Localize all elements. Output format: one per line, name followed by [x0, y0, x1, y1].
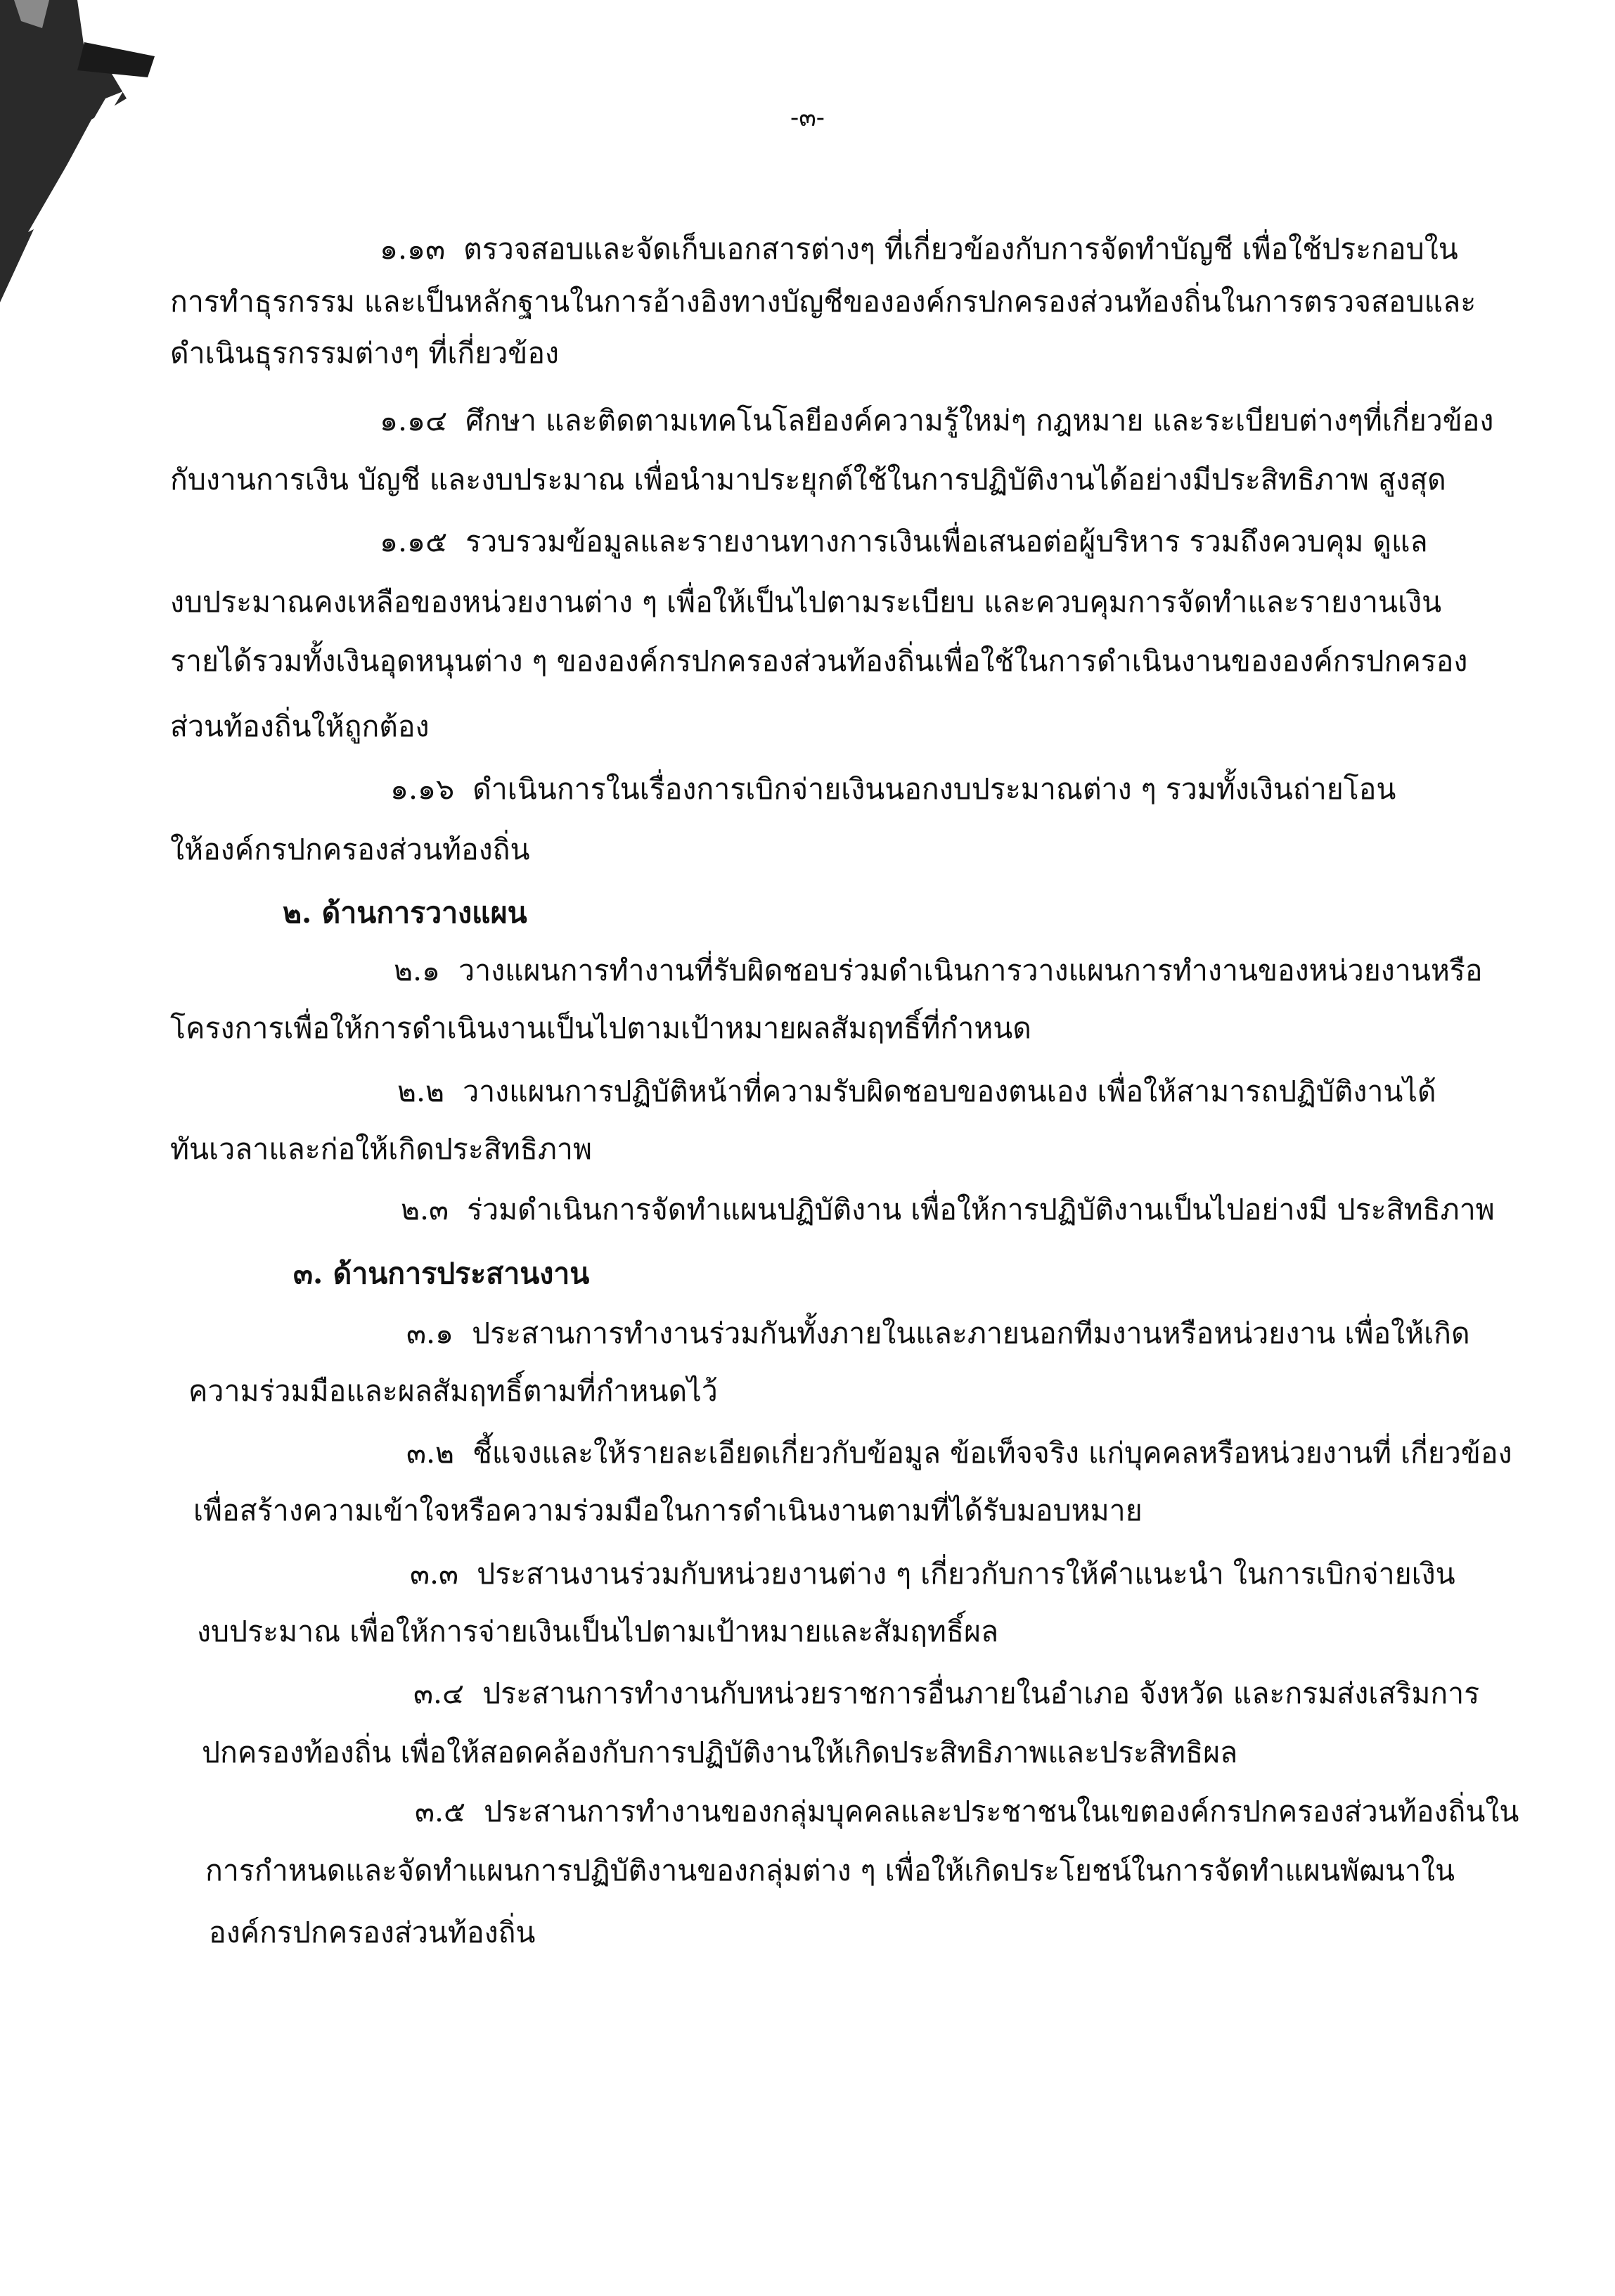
item-text: ดำเนินการในเรื่องการเบิกจ่ายเงินนอกงบประมาณต่าง ๆ รวมทั้งเงินถ่ายโอน — [472, 772, 1396, 806]
item-1-13-line-2: การทำธุรกรรม และเป็นหลักฐานในการอ้างอิงทางบัญชีขององค์กรปกครองส่วนท้องถิ่นในการตรวจสอบและ — [170, 285, 1476, 319]
item-number: ๑.๑๖ — [390, 772, 455, 806]
item-1-14-line-2: กับงานการเงิน บัญชี และงบประมาณ เพื่อนำมาประยุกต์ใช้ในการปฏิบัติงานได้อย่างมีประสิทธิภาพ สูงสุด — [170, 463, 1446, 496]
item-text: ตรวจสอบและจัดเก็บเอกสารต่างๆ ที่เกี่ยวข้องกับการจัดทำบัญชี เพื่อใช้ประกอบใน — [463, 232, 1458, 266]
item-1-15-line-2: งบประมาณคงเหลือของหน่วยงานต่าง ๆ เพื่อให้เป็นไปตามระเบียบ และควบคุมการจัดทำและรายงานเงิน — [170, 585, 1442, 619]
item-number: ๑.๑๓ — [380, 232, 446, 266]
item-text: ชี้แจงและให้รายละเอียดเกี่ยวกับข้อมูล ข้อเท็จจริง แก่บุคคลหรือหน่วยงานที่ เกี่ยวข้อง — [472, 1436, 1512, 1470]
item-number: ๑.๑๔ — [380, 404, 448, 437]
page-number: -๓- — [790, 103, 825, 132]
item-3-4-line-1 — [413, 1672, 1479, 1714]
item-text: ประสานการทำงานร่วมกันทั้งภายในและภายนอกทีมงานหรือหน่วยงาน เพื่อให้เกิด — [472, 1316, 1470, 1350]
item-1-15-line-4: ส่วนท้องถิ่นให้ถูกต้อง — [170, 710, 430, 743]
item-1-15-line-3: รายได้รวมทั้งเงินอุดหนุนต่าง ๆ ขององค์กรปกครองส่วนท้องถิ่นเพื่อใช้ในการดำเนินงานขององค์กรปกครอง — [170, 644, 1468, 678]
item-1-15-line-1 — [380, 520, 1428, 563]
item-text: วางแผนการทำงานที่รับผิดชอบร่วมดำเนินการวางแผนการทำงานของหน่วยงานหรือ — [458, 954, 1483, 987]
item-2-2-line-2: ทันเวลาและก่อให้เกิดประสิทธิภาพ — [170, 1132, 592, 1166]
item-text: ประสานงานร่วมกับหน่วยงานต่าง ๆ เกี่ยวกับการให้คำแนะนำ ในการเบิกจ่ายเงิน — [477, 1557, 1455, 1591]
section-3-heading: ๓. ด้านการประสานงาน — [293, 1257, 590, 1290]
scan-shadow-artifact — [0, 0, 169, 323]
item-2-1-line-1 — [394, 949, 1483, 992]
item-3-4-line-2: ปกครองท้องถิ่น เพื่อให้สอดคล้องกับการปฏิบัติงานให้เกิดประสิทธิภาพและประสิทธิผล — [202, 1736, 1238, 1769]
item-3-5-line-1 — [415, 1790, 1519, 1833]
item-number: ๓.๔ — [413, 1676, 465, 1710]
item-3-3-line-1 — [410, 1553, 1455, 1595]
item-2-2-line-1 — [397, 1070, 1436, 1112]
item-number: ๒.๑ — [394, 954, 441, 987]
section-2-heading: ๒. ด้านการวางแผน — [283, 896, 527, 930]
item-3-5-line-3: องค์กรปกครองส่วนท้องถิ่น — [209, 1916, 536, 1949]
item-1-13-line-1 — [380, 228, 1458, 270]
item-3-2-line-2: เพื่อสร้างความเข้าใจหรือความร่วมมือในการดำเนินงานตามที่ได้รับมอบหมาย — [193, 1494, 1143, 1527]
item-3-1-line-1 — [406, 1312, 1470, 1354]
item-text: ศึกษา และติดตามเทคโนโลยีองค์ความรู้ใหม่ๆ กฎหมาย และระเบียบต่างๆที่เกี่ยวข้อง — [465, 404, 1494, 437]
item-2-3-line-1 — [401, 1188, 1495, 1231]
item-text: วางแผนการปฏิบัติหน้าที่ความรับผิดชอบของตนเอง เพื่อให้สามารถปฏิบัติงานได้ — [463, 1075, 1436, 1108]
item-number: ๒.๒ — [397, 1075, 445, 1108]
item-text: รวบรวมข้อมูลและรายงานทางการเงินเพื่อเสนอต่อผู้บริหาร รวมถึงควบคุม ดูแล — [465, 525, 1428, 558]
item-3-3-line-2: งบประมาณ เพื่อให้การจ่ายเงินเป็นไปตามเป้าหมายและสัมฤทธิ์ผล — [197, 1615, 999, 1648]
item-number: ๓.๕ — [415, 1795, 466, 1828]
item-3-2-line-1 — [406, 1432, 1512, 1474]
item-number: ๓.๒ — [406, 1436, 455, 1470]
item-1-16-line-1 — [390, 768, 1396, 810]
item-1-13-line-3: ดำเนินธุรกรรมต่างๆ ที่เกี่ยวข้อง — [170, 336, 559, 370]
item-number: ๑.๑๕ — [380, 525, 448, 558]
item-text: ประสานการทำงานกับหน่วยราชการอื่นภายในอำเภอ จังหวัด และกรมส่งเสริมการ — [482, 1676, 1480, 1710]
item-text: ประสานการทำงานของกลุ่มบุคคลและประชาชนในเขตองค์กรปกครองส่วนท้องถิ่นใน — [484, 1795, 1519, 1828]
item-1-16-line-2: ให้องค์กรปกครองส่วนท้องถิ่น — [170, 833, 530, 866]
item-3-5-line-2: การกำหนดและจัดทำแผนการปฏิบัติงานของกลุ่มต่าง ๆ เพื่อให้เกิดประโยชน์ในการจัดทำแผนพัฒนาใน — [205, 1854, 1455, 1887]
item-1-14-line-1 — [380, 399, 1493, 442]
item-number: ๓.๓ — [410, 1557, 459, 1591]
item-text: ร่วมดำเนินการจัดทำแผนปฏิบัติงาน เพื่อให้การปฏิบัติงานเป็นไปอย่างมี ประสิทธิภาพ — [467, 1193, 1495, 1226]
item-number: ๓.๑ — [406, 1316, 454, 1350]
item-number: ๒.๓ — [401, 1193, 449, 1226]
item-3-1-line-2: ความร่วมมือและผลสัมฤทธิ์ตามที่กำหนดไว้ — [188, 1374, 718, 1408]
item-2-1-line-2: โครงการเพื่อให้การดำเนินงานเป็นไปตามเป้าหมายผลสัมฤทธิ์ที่กำหนด — [170, 1011, 1031, 1045]
